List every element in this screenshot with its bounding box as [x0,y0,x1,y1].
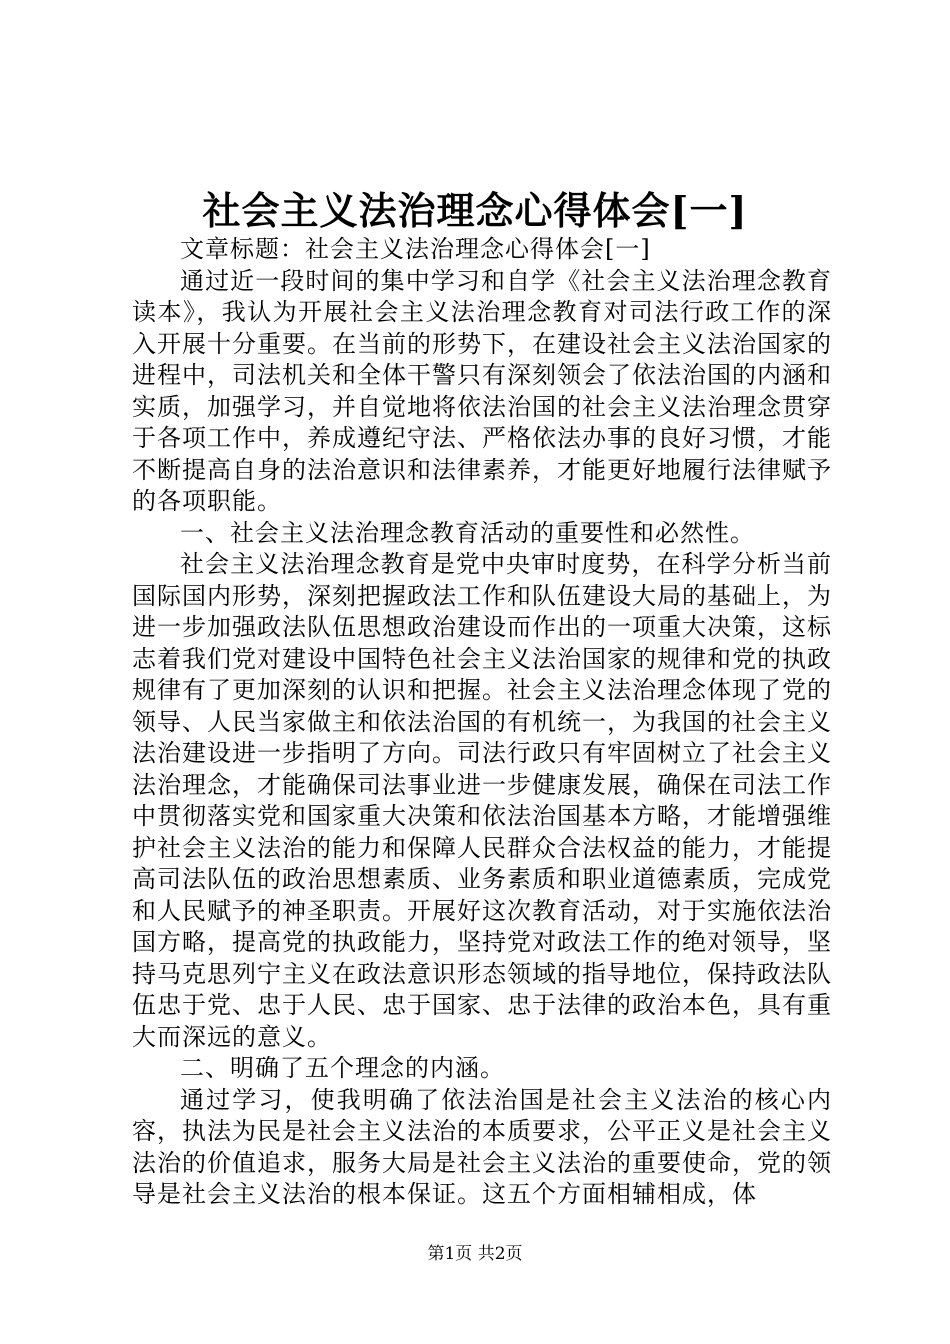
section-heading-1: 一、社会主义法治理念教育活动的重要性和必然性。 [180,518,755,547]
section-heading-2: 二、明确了五个理念的内涵。 [180,1054,505,1082]
paragraph-intro: 通过近一段时间的集中学习和自学《社会主义法治理念教育读本》，我认为开展社会主义法治理念教育对司法行政工作的深入开展十分重要。在当前的形势下，在建设社会主义法治国家的进程中，司法机关和全体干警只有深刻领会了依法治国的内涵和实质，加强学习，并自觉地将依法治国的社会主义法治理念贯穿于各项工作中，养成遵纪守法、严格依法办事的良好习惯，才能不断提高自身的法治意识和法律素养，才能更好地履行法律赋予的各项职能。 [132,266,832,515]
article-title-line: 文章标题：社会主义法治理念心得体会[一] [180,235,651,263]
paragraph-section-1: 社会主义法治理念教育是党中央审时度势，在科学分析当前国际国内形势，深刻把握政法工作和队伍建设大局的基础上，为进一步加强政法队伍思想政治建设而作出的一项重大决策，这标志着我们党对建设中国特色社会主义法治国家的规律和党的执政规律有了更加深刻的认识和把握。社会主义法治理念体现了党的领导、人民当家做主和依法治国的有机统一，为我国的社会主义法治建设进一步指明了方向。司法行政只有牢固树立了社会主义法治理念，才能确保司法事业进一步健康发展，确保在司法工作中贯彻落实党和国家重大决策和依法治国基本方略，才能增强维护社会主义法治的能力和保障人民群众合法权益的能力，才能提高司法队伍的政治思想素质、业务素质和职业道德素质，完成党和人民赋予的神圣职责。开展好这次教育活动，对于实施依法治国方略，提高党的执政能力，坚持党对政法工作的绝对领导，坚持马克思列宁主义在政法意识形态领域的指导地位，保持政法队伍忠于党、忠于人民、忠于国家、忠于法律的政治本色，具有重大而深远的意义。 [132,550,832,1051]
paragraph-section-2: 通过学习，使我明确了依法治国是社会主义法治的核心内容，执法为民是社会主义法治的本质要求，公平正义是社会主义法治的价值追求，服务大局是社会主义法治的重要使命，党的领导是社会主义法治的根本保证。这五个方面相辅相成，体 [132,1085,832,1208]
page-footer: 第1页 共2页 [427,1244,523,1264]
document-body [132,234,832,1211]
document-title: 社会主义法治理念心得体会[一] [202,188,748,233]
